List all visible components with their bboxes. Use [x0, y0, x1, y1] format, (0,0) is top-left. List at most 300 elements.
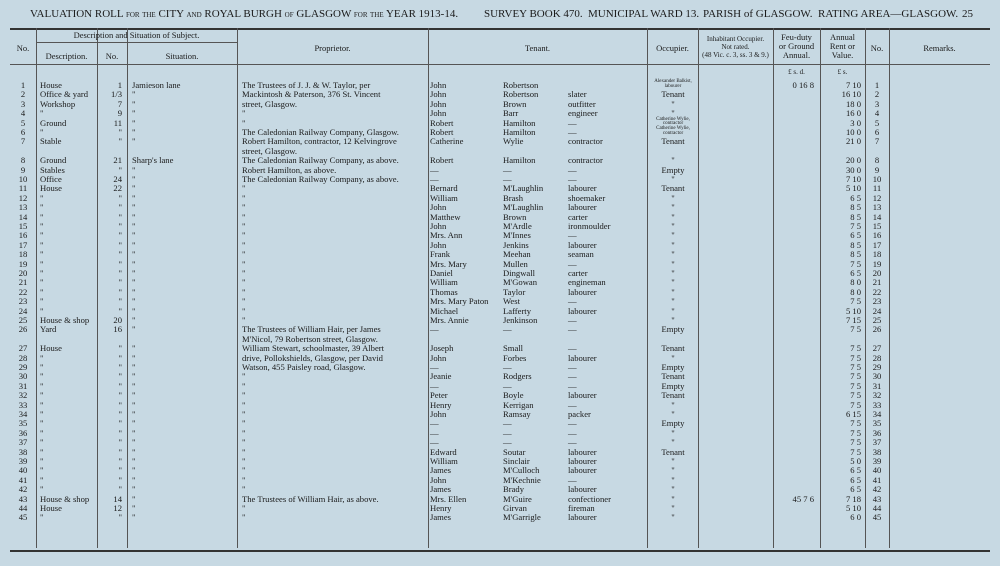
cell-tenant-occupation: — [568, 380, 577, 391]
cell-proprietor: The Trustees of William Hair, as above. [242, 493, 379, 504]
col-header-occupier: Occupier. [656, 43, 689, 53]
cell-tenant-occupation: — [568, 174, 577, 184]
cell-tenant-occupation: ironmoulder [568, 221, 611, 231]
cell-annual-rent: 7 5 [850, 352, 861, 363]
cell-proprietor: " [242, 474, 246, 485]
cell-description: House [40, 503, 62, 513]
cell-proprietor: street, Glasgow. [242, 145, 298, 156]
cell-tenant-occupation: — [568, 324, 577, 335]
cell-tenant-forename: Mrs. Mary [430, 258, 467, 269]
cell-description: " [40, 399, 44, 410]
cell-annual-rent: 7 5 [850, 296, 861, 307]
cell-tenant-surname: Wylie [503, 136, 524, 147]
cell-no-2: 29 [872, 362, 882, 372]
table-row [0, 156, 1000, 165]
header-glasgow: GLASGOW [296, 8, 352, 20]
cell-proprietor: Robert Hamilton, as above. [242, 164, 337, 175]
cell-proprietor: " [242, 427, 246, 438]
cell-no-2: 1 [874, 80, 880, 90]
cell-tenant-surname: M'Culloch [503, 465, 540, 476]
cell-situation: " [132, 484, 136, 495]
cell-tenant-occupation: labourer [568, 456, 597, 466]
cell-no: 44 [18, 503, 28, 513]
cell-tenant-occupation: labourer [568, 352, 597, 363]
cell-description: " [40, 371, 44, 382]
cell-number: 24 [113, 174, 122, 184]
cell-proprietor: " [242, 390, 246, 401]
cell-no-2: 18 [872, 249, 882, 260]
cell-number: " [118, 202, 122, 213]
cell-no: 15 [18, 221, 28, 231]
cell-description: Stables [40, 164, 65, 175]
col-header-no-2: No. [870, 43, 884, 53]
header-for-the-2: for the [353, 9, 384, 20]
cell-tenant-forename: Peter [430, 390, 448, 401]
cell-number: " [118, 409, 122, 419]
cell-tenant-forename: James [430, 484, 452, 495]
cell-tenant-forename: — [430, 362, 439, 372]
cell-tenant-forename: John [430, 239, 447, 250]
cell-annual-rent: 5 0 [850, 456, 861, 466]
cell-situation: " [132, 127, 136, 137]
cell-tenant-surname: Forbes [503, 352, 527, 363]
cell-tenant-surname: Hamilton [503, 155, 536, 166]
cell-tenant-forename: John [430, 409, 447, 419]
cell-annual-rent: 16 10 [841, 89, 861, 100]
cell-occupier: Empty [661, 164, 685, 175]
cell-situation: " [132, 258, 136, 269]
col-header-annual-rent [820, 33, 865, 60]
col-header-number: No. [105, 51, 119, 61]
table-row [0, 344, 1000, 353]
cell-situation: " [132, 418, 136, 429]
feu-units: £ s. d. [788, 68, 805, 76]
cell-occupier: " [671, 230, 675, 241]
cell-no: 14 [18, 211, 28, 222]
cell-no: 33 [18, 399, 28, 410]
cell-occupier: " [671, 409, 675, 419]
cell-occupier: " [671, 305, 675, 316]
cell-number: " [118, 343, 122, 354]
cell-occupier: " [671, 239, 675, 250]
cell-tenant-occupation: labourer [568, 512, 597, 523]
cell-tenant-occupation: — [568, 437, 577, 448]
cell-tenant-surname: Brady [503, 484, 525, 495]
cell-tenant-surname: Kerrigan [503, 399, 534, 410]
cell-no: 35 [18, 418, 28, 429]
cell-no-2: 22 [872, 286, 882, 297]
inhabitant-line-1: Inhabitant Occupier. [706, 35, 765, 43]
cell-proprietor: " [242, 192, 246, 203]
cell-no-2: 30 [872, 371, 882, 382]
cell-situation: " [132, 399, 136, 410]
cell-situation: " [132, 427, 136, 438]
cell-no-2: 15 [872, 221, 882, 231]
cell-situation: " [132, 108, 136, 119]
cell-occupier: " [671, 484, 675, 495]
cell-tenant-occupation: labourer [568, 465, 597, 476]
cell-number: " [118, 239, 122, 250]
cell-proprietor: " [242, 202, 246, 213]
cell-number: 12 [113, 503, 122, 513]
cell-number: " [118, 127, 122, 137]
cell-tenant-forename: Robert [430, 117, 454, 128]
cell-no-2: 24 [872, 305, 882, 316]
cell-occupier: " [671, 286, 675, 297]
cell-tenant-forename: — [430, 380, 439, 391]
table-row [0, 203, 1000, 212]
cell-number: " [118, 230, 122, 241]
cell-occupier: " [671, 296, 675, 307]
cell-no: 39 [18, 456, 28, 466]
cell-occupier: Tenant [661, 371, 685, 382]
cell-no: 28 [18, 352, 28, 363]
header-burgh: ROYAL BURGH [204, 8, 282, 20]
cell-number: 16 [113, 324, 122, 335]
cell-tenant-forename: John [430, 80, 447, 90]
cell-tenant-forename: Frank [430, 249, 451, 260]
cell-number: " [118, 221, 122, 231]
cell-tenant-forename: John [430, 108, 447, 119]
cell-annual-rent: 7 18 [845, 493, 861, 504]
cell-occupier: " [671, 249, 675, 260]
cell-no-2: 12 [872, 192, 882, 203]
cell-no-2: 34 [872, 409, 882, 419]
rent-units: £ s. [837, 68, 848, 76]
cell-tenant-forename: — [430, 427, 439, 438]
col-header-remarks: Remarks. [923, 43, 956, 53]
cell-tenant-forename: Catherine [430, 136, 464, 147]
cell-proprietor: street, Glasgow. [242, 98, 298, 109]
cell-situation: Jamieson lane [132, 80, 181, 90]
cell-tenant-forename: Robert [430, 127, 454, 137]
cell-no: 24 [18, 305, 28, 316]
cell-proprietor: drive, Pollokshields, Glasgow, per David [242, 352, 383, 363]
cell-occupier: Catherine Wylie, contractor [656, 116, 690, 127]
cell-tenant-occupation: contractor [568, 136, 603, 147]
cell-situation: " [132, 183, 136, 194]
cell-number: " [118, 305, 122, 316]
cell-occupier: " [671, 352, 675, 363]
cell-no-2: 21 [872, 277, 882, 288]
cell-description: Stable [40, 136, 62, 147]
cell-occupier: Empty [661, 418, 685, 429]
cell-annual-rent: 7 5 [850, 343, 861, 354]
cell-proprietor: " [242, 268, 246, 278]
cell-description: Office [40, 174, 62, 184]
cell-tenant-occupation: labourer [568, 390, 597, 401]
cell-tenant-occupation: — [568, 296, 577, 307]
cell-tenant-forename: Joseph [430, 343, 454, 354]
cell-occupier: " [671, 474, 675, 485]
cell-tenant-forename: William [430, 456, 458, 466]
cell-number: " [118, 371, 122, 382]
cell-tenant-surname: Ramsay [503, 409, 531, 419]
cell-occupier: " [671, 437, 675, 448]
cell-number: " [118, 362, 122, 372]
col-header-desc-group: Description and Situation of Subject. [73, 30, 200, 40]
cell-tenant-surname: M'Laughlin [503, 202, 544, 213]
feu-line-3: Annual. [782, 50, 811, 60]
cell-description: " [40, 296, 44, 307]
cell-occupier: " [671, 277, 675, 288]
cell-number: " [118, 277, 122, 288]
cell-no: 22 [18, 286, 28, 297]
cell-annual-rent: 7 5 [850, 399, 861, 410]
cell-tenant-surname: — [503, 174, 512, 184]
cell-annual-rent: 21 0 [845, 136, 861, 147]
cell-situation: " [132, 286, 136, 297]
cell-no: 42 [18, 484, 28, 495]
cell-proprietor: " [242, 230, 246, 241]
cell-situation: " [132, 409, 136, 419]
cell-tenant-surname: — [503, 437, 512, 448]
cell-no: 18 [18, 249, 28, 260]
cell-tenant-forename: John [430, 89, 447, 100]
inhabitant-line-2: Not rated. [721, 43, 750, 51]
cell-occupier: " [671, 456, 675, 466]
cell-annual-rent: 6 5 [850, 474, 861, 485]
feu-line-2: or Ground [778, 41, 815, 51]
cell-tenant-forename: — [430, 418, 439, 429]
cell-tenant-occupation: — [568, 230, 577, 241]
cell-number: " [118, 418, 122, 429]
cell-annual-rent: 7 10 [845, 174, 861, 184]
cell-annual-rent: 18 0 [845, 98, 861, 109]
cell-description: " [40, 390, 44, 401]
cell-description: House [40, 80, 62, 90]
cell-feu-duty: 45 7 6 [792, 493, 814, 504]
cell-tenant-surname: M'Gowan [503, 277, 538, 288]
cell-no: 21 [18, 277, 28, 288]
cell-proprietor: " [242, 277, 246, 288]
cell-no-2: 14 [872, 211, 882, 222]
cell-number: 11 [113, 117, 122, 128]
cell-proprietor: " [242, 249, 246, 260]
cell-tenant-occupation: — [568, 371, 577, 382]
cell-tenant-surname: Jenkins [503, 239, 529, 250]
header-survey-book: SURVEY BOOK 470. [484, 8, 583, 20]
cell-description: " [40, 418, 44, 429]
cell-tenant-forename: John [430, 98, 447, 109]
cell-proprietor: " [242, 239, 246, 250]
cell-proprietor: " [242, 221, 246, 231]
cell-occupier: " [671, 503, 675, 513]
cell-description: " [40, 474, 44, 485]
cell-tenant-occupation: — [568, 127, 577, 137]
cell-number: " [118, 192, 122, 203]
cell-proprietor: " [242, 380, 246, 391]
cell-no-2: 10 [872, 174, 882, 184]
cell-annual-rent: 7 5 [850, 380, 861, 391]
cell-number: 1 [117, 80, 122, 90]
cell-description: " [40, 221, 44, 231]
cell-tenant-forename: — [430, 324, 439, 335]
cell-no: 2 [20, 89, 26, 100]
cell-situation: " [132, 89, 136, 100]
cell-situation: " [132, 362, 136, 372]
cell-no-2: 28 [872, 352, 882, 363]
cell-tenant-surname: Rodgers [503, 371, 532, 382]
cell-annual-rent: 7 5 [850, 362, 861, 372]
cell-proprietor: The Caledonian Railway Company, Glasgow. [242, 127, 399, 137]
cell-proprietor: " [242, 446, 246, 457]
cell-description: " [40, 446, 44, 457]
cell-tenant-occupation: — [568, 362, 577, 372]
cell-tenant-surname: Girvan [503, 503, 527, 513]
cell-number: 20 [113, 315, 122, 325]
cell-number: " [118, 427, 122, 438]
cell-no-2: 42 [872, 484, 882, 495]
cell-situation: " [132, 324, 136, 335]
cell-tenant-occupation: engineman [568, 277, 606, 288]
cell-tenant-surname: — [503, 362, 512, 372]
cell-proprietor: " [242, 437, 246, 448]
cell-no-2: 26 [872, 324, 882, 335]
cell-situation: " [132, 211, 136, 222]
cell-tenant-surname: M'Garrigle [503, 512, 541, 523]
cell-occupier: Tenant [661, 343, 685, 354]
cell-tenant-occupation: — [568, 258, 577, 269]
cell-tenant-surname: Robertson [503, 80, 539, 90]
cell-tenant-surname: Dingwall [503, 268, 535, 278]
cell-tenant-surname: Small [503, 343, 524, 354]
cell-tenant-forename: Bernard [430, 183, 458, 194]
cell-proprietor: William Stewart, schoolmaster, 39 Albert [242, 343, 385, 354]
cell-tenant-occupation: — [568, 427, 577, 438]
cell-proprietor: " [242, 484, 246, 495]
cell-tenant-forename: Jeanie [430, 371, 452, 382]
cell-tenant-occupation: — [568, 117, 577, 128]
cell-no: 43 [18, 493, 28, 504]
cell-annual-rent: 6 5 [850, 192, 861, 203]
cell-proprietor: " [242, 211, 246, 222]
cell-tenant-forename: — [430, 437, 439, 448]
cell-proprietor: " [242, 399, 246, 410]
cell-proprietor: " [242, 258, 246, 269]
cell-annual-rent: 20 0 [845, 155, 861, 166]
cell-proprietor: Watson, 455 Paisley road, Glasgow. [242, 362, 366, 372]
cell-tenant-forename: Mrs. Mary Paton [430, 296, 489, 307]
cell-occupier: " [671, 221, 675, 231]
cell-situation: " [132, 239, 136, 250]
table-row [0, 250, 1000, 259]
rent-line-2: Rent or [829, 41, 856, 51]
cell-proprietor: " [242, 503, 246, 513]
cell-no-2: 8 [874, 155, 880, 166]
cell-number: " [118, 474, 122, 485]
cell-number: " [118, 512, 122, 523]
cell-tenant-surname: Hamilton [503, 127, 536, 137]
cell-situation: Sharp's lane [132, 155, 174, 166]
rent-line-3: Value. [831, 50, 854, 60]
header-city: CITY [158, 8, 184, 20]
cell-no-2: 45 [872, 512, 882, 523]
cell-no-2: 2 [874, 89, 880, 100]
cell-annual-rent: 30 0 [845, 164, 861, 175]
cell-proprietor: " [242, 108, 246, 119]
cell-tenant-surname: — [503, 324, 512, 335]
cell-situation: " [132, 305, 136, 316]
cell-annual-rent: 6 5 [850, 484, 861, 495]
cell-proprietor: " [242, 456, 246, 466]
cell-occupier: " [671, 427, 675, 438]
cell-tenant-surname: — [503, 427, 512, 438]
header-subrule [36, 42, 237, 43]
cell-no-2: 38 [872, 446, 882, 457]
cell-tenant-occupation: — [568, 315, 577, 325]
table-row [0, 297, 1000, 306]
cell-annual-rent: 5 10 [845, 305, 861, 316]
cell-situation: " [132, 474, 136, 485]
cell-no: 37 [18, 437, 28, 448]
cell-tenant-occupation: labourer [568, 286, 597, 297]
cell-tenant-forename: John [430, 202, 447, 213]
cell-tenant-forename: Thomas [430, 286, 458, 297]
cell-description: " [40, 456, 44, 466]
cell-no: 32 [18, 390, 28, 401]
header-valuation-roll: VALUATION ROLL [30, 8, 124, 20]
cell-no-2: 40 [872, 465, 882, 476]
cell-tenant-surname: Barr [503, 108, 519, 119]
cell-annual-rent: 8 5 [850, 249, 861, 260]
cell-description: " [40, 108, 44, 119]
cell-annual-rent: 8 5 [850, 202, 861, 213]
cell-situation: " [132, 390, 136, 401]
cell-occupier: " [671, 192, 675, 203]
cell-occupier: " [671, 258, 675, 269]
cell-occupier: Alexander Balkist, labourer [654, 79, 692, 89]
cell-no: 29 [18, 362, 28, 372]
cell-description: " [40, 484, 44, 495]
cell-no: 25 [18, 315, 28, 325]
cell-occupier: Empty [661, 380, 685, 391]
cell-tenant-forename: Daniel [430, 268, 453, 278]
cell-no: 3 [20, 98, 26, 109]
cell-description: House & shop [40, 493, 90, 504]
cell-tenant-surname: M'Kechnie [503, 474, 541, 485]
cell-number: 22 [113, 183, 122, 194]
cell-tenant-occupation: labourer [568, 183, 597, 194]
cell-tenant-surname: Brown [503, 211, 527, 222]
cell-no-2: 25 [872, 315, 882, 325]
cell-description: " [40, 465, 44, 476]
cell-tenant-surname: — [503, 380, 512, 391]
cell-description: Yard [40, 324, 57, 335]
cell-situation: " [132, 277, 136, 288]
cell-situation: " [132, 456, 136, 466]
cell-situation: " [132, 380, 136, 391]
cell-occupier: " [671, 202, 675, 213]
cell-no-2: 43 [872, 493, 882, 504]
cell-tenant-forename: Henry [430, 399, 452, 410]
cell-annual-rent: 7 5 [850, 427, 861, 438]
cell-tenant-occupation: carter [568, 211, 588, 222]
header-of: of [284, 9, 294, 20]
cell-no: 30 [18, 371, 28, 382]
cell-no: 7 [20, 136, 26, 147]
cell-description: " [40, 230, 44, 241]
cell-tenant-surname: M'Innes [503, 230, 531, 241]
cell-situation: " [132, 202, 136, 213]
cell-situation: " [132, 136, 136, 147]
table-row [0, 485, 1000, 494]
cell-proprietor: " [242, 371, 246, 382]
cell-no: 9 [20, 164, 26, 175]
cell-tenant-occupation: contractor [568, 155, 603, 166]
col-header-inhabitant [698, 35, 773, 59]
cell-description: " [40, 277, 44, 288]
